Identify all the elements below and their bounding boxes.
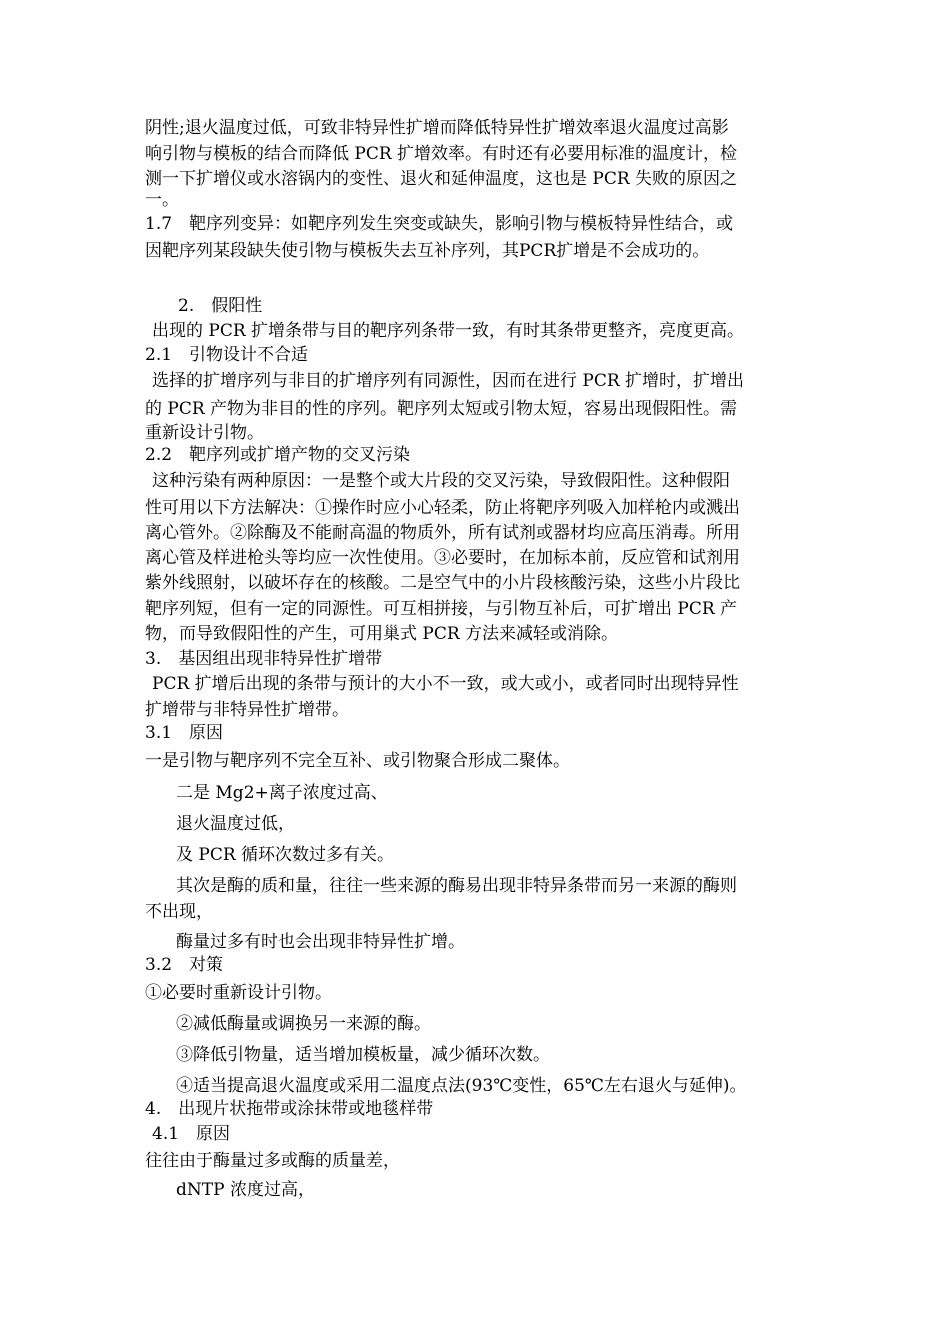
paragraph-line: 一是引物与靶序列不完全互补、或引物聚合形成二聚体。 xyxy=(145,751,570,771)
section-heading: 2. 假阳性 xyxy=(178,296,263,316)
paragraph-line: 出现的 PCR 扩增条带与目的靶序列条带一致，有时其条带更整齐，亮度更高。 xyxy=(152,321,745,341)
paragraph-line: 选择的扩增序列与非目的扩增序列有同源性，因而在进行 PCR 扩增时，扩增出 xyxy=(152,371,745,391)
paragraph-line: 扩增带与非特异性扩增带。 xyxy=(145,700,349,720)
section-heading: 4. 出现片状拖带或涂抹带或地毯样带 xyxy=(145,1099,434,1119)
list-item: ③降低引物量，适当增加模板量，减少循环次数。 xyxy=(176,1045,550,1065)
paragraph-line: 紫外线照射，以破坏存在的核酸。二是空气中的小片段核酸污染，这些小片段比 xyxy=(145,573,740,593)
paragraph-line: 不出现， xyxy=(145,902,213,922)
section-heading: 3.2 对策 xyxy=(145,955,224,975)
list-item: ②减低酶量或调换另一来源的酶。 xyxy=(176,1014,431,1034)
paragraph-line: 因靶序列某段缺失使引物与模板失去互补序列，其PCR扩增是不会成功的。 xyxy=(145,241,710,261)
paragraph-line: 离心管外。②除酶及不能耐高温的物质外，所有试剂或器材均应高压消毒。所用 xyxy=(145,523,740,543)
paragraph-line: 物，而导致假阳性的产生，可用巢式 PCR 方法来减轻或消除。 xyxy=(145,624,619,644)
list-item: ④适当提高退火温度或采用二温度点法(93℃变性，65℃左右退火与延伸)。 xyxy=(176,1076,747,1096)
paragraph-line: 的 PCR 产物为非目的性的序列。靶序列太短或引物太短，容易出现假阳性。需 xyxy=(145,399,738,419)
section-heading: 2.1 引物设计不合适 xyxy=(145,345,309,365)
paragraph-line: 酶量过多有时也会出现非特异性扩增。 xyxy=(176,932,465,952)
paragraph-line: 往往由于酶量过多或酶的质量差， xyxy=(145,1151,400,1171)
section-heading: 4.1 原因 xyxy=(152,1124,231,1144)
paragraph-line: 退火温度过低， xyxy=(176,814,295,834)
list-item: ①必要时重新设计引物。 xyxy=(145,983,332,1003)
paragraph-line: 重新设计引物。 xyxy=(145,423,264,443)
section-heading: 2.2 靶序列或扩增产物的交叉污染 xyxy=(145,445,411,465)
paragraph-line: 一。 xyxy=(145,190,179,210)
paragraph-line: 测一下扩增仪或水溶锅内的变性、退火和延伸温度，这也是 PCR 失败的原因之 xyxy=(145,169,738,189)
paragraph-line: 及 PCR 循环次数过多有关。 xyxy=(176,845,395,865)
paragraph-line: 其次是酶的质和量，往往一些来源的酶易出现非特异条带而另一来源的酶则 xyxy=(176,876,737,896)
paragraph-line: 这种污染有两种原因：一是整个或大片段的交叉污染，导致假阳性。这种假阳 xyxy=(152,471,730,491)
paragraph-line: 离心管及样进枪头等均应一次性使用。③必要时，在加标本前，反应管和试剂用 xyxy=(145,548,740,568)
paragraph-line: 阴性;退火温度过低，可致非特异性扩增而降低特异性扩增效率退火温度过高影 xyxy=(145,118,729,138)
paragraph-line: 靶序列短，但有一定的同源性。可互相拼接，与引物互补后，可扩增出 PCR 产 xyxy=(145,599,738,619)
section-heading: 1.7 靶序列变异：如靶序列发生突变或缺失，影响引物与模板特异性结合，或 xyxy=(145,214,734,234)
paragraph-line: 响引物与模板的结合而降低 PCR 扩增效率。有时还有必要用标准的温度计，检 xyxy=(145,144,738,164)
section-heading: 3.1 原因 xyxy=(145,723,224,743)
paragraph-line: dNTP 浓度过高， xyxy=(176,1180,315,1200)
section-heading: 3. 基因组出现非特异性扩增带 xyxy=(145,649,383,669)
paragraph-line: 性可用以下方法解决：①操作时应小心轻柔，防止将靶序列吸入加样枪内或溅出 xyxy=(145,498,740,518)
paragraph-line: PCR 扩增后出现的条带与预计的大小不一致，或大或小，或者同时出现特异性 xyxy=(152,674,739,694)
paragraph-line: 二是 Mg2+离子浓度过高、 xyxy=(176,783,388,803)
